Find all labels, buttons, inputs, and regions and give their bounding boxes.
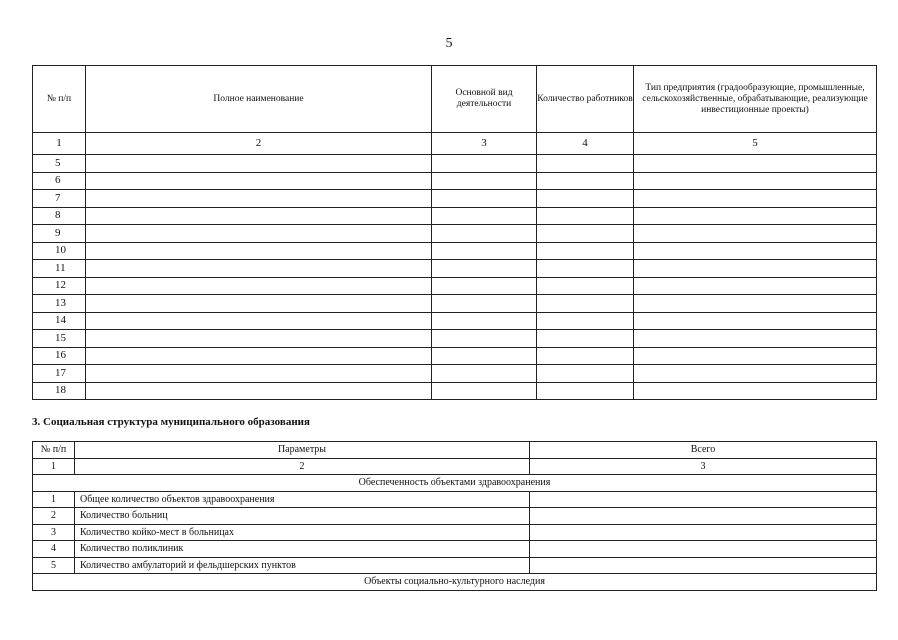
row-full-name-cell[interactable] [86,242,432,260]
table-row [33,330,877,348]
table-row [33,365,877,383]
table-row [33,524,877,541]
row-type-cell[interactable] [634,312,877,330]
row-num: 6 [33,172,86,190]
table-row [33,225,877,243]
row-total-cell[interactable] [530,491,877,508]
row-label: Общее количество объектов здравоохранения [75,491,530,508]
group-title: Обеспеченность объектами здравоохранения [33,475,877,492]
row-num: 8 [33,207,86,225]
row-full-name-cell[interactable] [86,172,432,190]
column-number: 3 [530,458,877,475]
row-workers-cell[interactable] [537,172,634,190]
row-activity-cell[interactable] [432,365,537,383]
header-num: № п/п [33,66,86,133]
header-parameters: Параметры [75,442,530,459]
row-label: Количество койко-мест в больницах [75,524,530,541]
row-full-name-cell[interactable] [86,190,432,208]
row-activity-cell[interactable] [432,155,537,173]
row-activity-cell[interactable] [432,190,537,208]
table-row [33,508,877,525]
column-numbers-row [33,458,877,475]
table-row [33,347,877,365]
row-workers-cell[interactable] [537,155,634,173]
row-type-cell[interactable] [634,295,877,313]
row-type-cell[interactable] [634,155,877,173]
row-full-name-cell[interactable] [86,225,432,243]
row-num: 3 [33,524,75,541]
column-number: 1 [33,133,86,155]
row-num: 5 [33,155,86,173]
table-row [33,207,877,225]
group-row-heritage [33,574,877,591]
row-activity-cell[interactable] [432,277,537,295]
row-type-cell[interactable] [634,330,877,348]
row-total-cell[interactable] [530,524,877,541]
social-structure-table [32,441,877,591]
table-row [33,491,877,508]
row-num: 18 [33,382,86,400]
table-row [33,260,877,278]
column-number: 2 [75,458,530,475]
row-type-cell[interactable] [634,225,877,243]
row-workers-cell[interactable] [537,207,634,225]
column-number: 1 [33,458,75,475]
row-num: 10 [33,242,86,260]
group-row-healthcare [33,475,877,492]
row-label: Количество поликлиник [75,541,530,558]
row-num: 2 [33,508,75,525]
table-row [33,312,877,330]
table-header-row [33,66,877,133]
row-workers-cell[interactable] [537,347,634,365]
page-number: 5 [445,36,453,51]
row-full-name-cell[interactable] [86,382,432,400]
section-title: 3. Социальная структура муниципального образования [32,416,310,428]
row-full-name-cell[interactable] [86,312,432,330]
group-title: Объекты социально-культурного наследия [33,574,877,591]
row-type-cell[interactable] [634,172,877,190]
row-label: Количество больниц [75,508,530,525]
column-number: 5 [634,133,877,155]
row-activity-cell[interactable] [432,172,537,190]
row-type-cell[interactable] [634,260,877,278]
row-full-name-cell[interactable] [86,295,432,313]
row-activity-cell[interactable] [432,295,537,313]
row-num: 4 [33,541,75,558]
row-activity-cell[interactable] [432,312,537,330]
row-type-cell[interactable] [634,382,877,400]
row-activity-cell[interactable] [432,330,537,348]
table-row [33,541,877,558]
column-numbers-row [33,133,877,155]
row-activity-cell[interactable] [432,225,537,243]
row-workers-cell[interactable] [537,260,634,278]
row-activity-cell[interactable] [432,347,537,365]
row-activity-cell[interactable] [432,260,537,278]
table-row [33,172,877,190]
row-full-name-cell[interactable] [86,365,432,383]
row-full-name-cell[interactable] [86,347,432,365]
header-total: Всего [530,442,877,459]
row-total-cell[interactable] [530,508,877,525]
row-num: 5 [33,557,75,574]
row-activity-cell[interactable] [432,382,537,400]
column-number: 2 [86,133,432,155]
row-workers-cell[interactable] [537,295,634,313]
row-type-cell[interactable] [634,242,877,260]
row-num: 9 [33,225,86,243]
row-full-name-cell[interactable] [86,277,432,295]
row-num: 17 [33,365,86,383]
table-row [33,277,877,295]
table-row [33,190,877,208]
row-num: 16 [33,347,86,365]
table-row [33,242,877,260]
table-header-row [33,442,877,459]
header-num: № п/п [33,442,75,459]
row-num: 7 [33,190,86,208]
row-workers-cell[interactable] [537,190,634,208]
row-type-cell[interactable] [634,190,877,208]
row-label: Количество амбулаторий и фельдшерских пунктов [75,557,530,574]
row-full-name-cell[interactable] [86,207,432,225]
row-workers-cell[interactable] [537,312,634,330]
row-type-cell[interactable] [634,365,877,383]
row-full-name-cell[interactable] [86,330,432,348]
row-type-cell[interactable] [634,347,877,365]
row-total-cell[interactable] [530,557,877,574]
row-total-cell[interactable] [530,541,877,558]
table-row [33,295,877,313]
row-num: 11 [33,260,86,278]
row-num: 13 [33,295,86,313]
row-workers-cell[interactable] [537,277,634,295]
row-workers-cell[interactable] [537,365,634,383]
row-workers-cell[interactable] [537,382,634,400]
row-workers-cell[interactable] [537,225,634,243]
header-main-activity: Основной вид деятельности [432,66,537,133]
row-full-name-cell[interactable] [86,260,432,278]
row-num: 1 [33,491,75,508]
row-full-name-cell[interactable] [86,155,432,173]
row-workers-cell[interactable] [537,330,634,348]
header-workers-count: Количество работников [537,66,634,133]
row-workers-cell[interactable] [537,242,634,260]
table-row [33,557,877,574]
table-row [33,382,877,400]
table-row [33,155,877,173]
column-number: 4 [537,133,634,155]
row-activity-cell[interactable] [432,207,537,225]
enterprises-table [32,65,877,400]
row-num: 15 [33,330,86,348]
column-number: 3 [432,133,537,155]
row-num: 14 [33,312,86,330]
row-type-cell[interactable] [634,207,877,225]
row-num: 12 [33,277,86,295]
row-activity-cell[interactable] [432,242,537,260]
header-full-name: Полное наименование [86,66,432,133]
row-type-cell[interactable] [634,277,877,295]
header-enterprise-type: Тип предприятия (градообразующие, промышленные, сельскохозяйственные, обрабатывающие, реализующие инвестиционные проекты) [634,66,877,133]
